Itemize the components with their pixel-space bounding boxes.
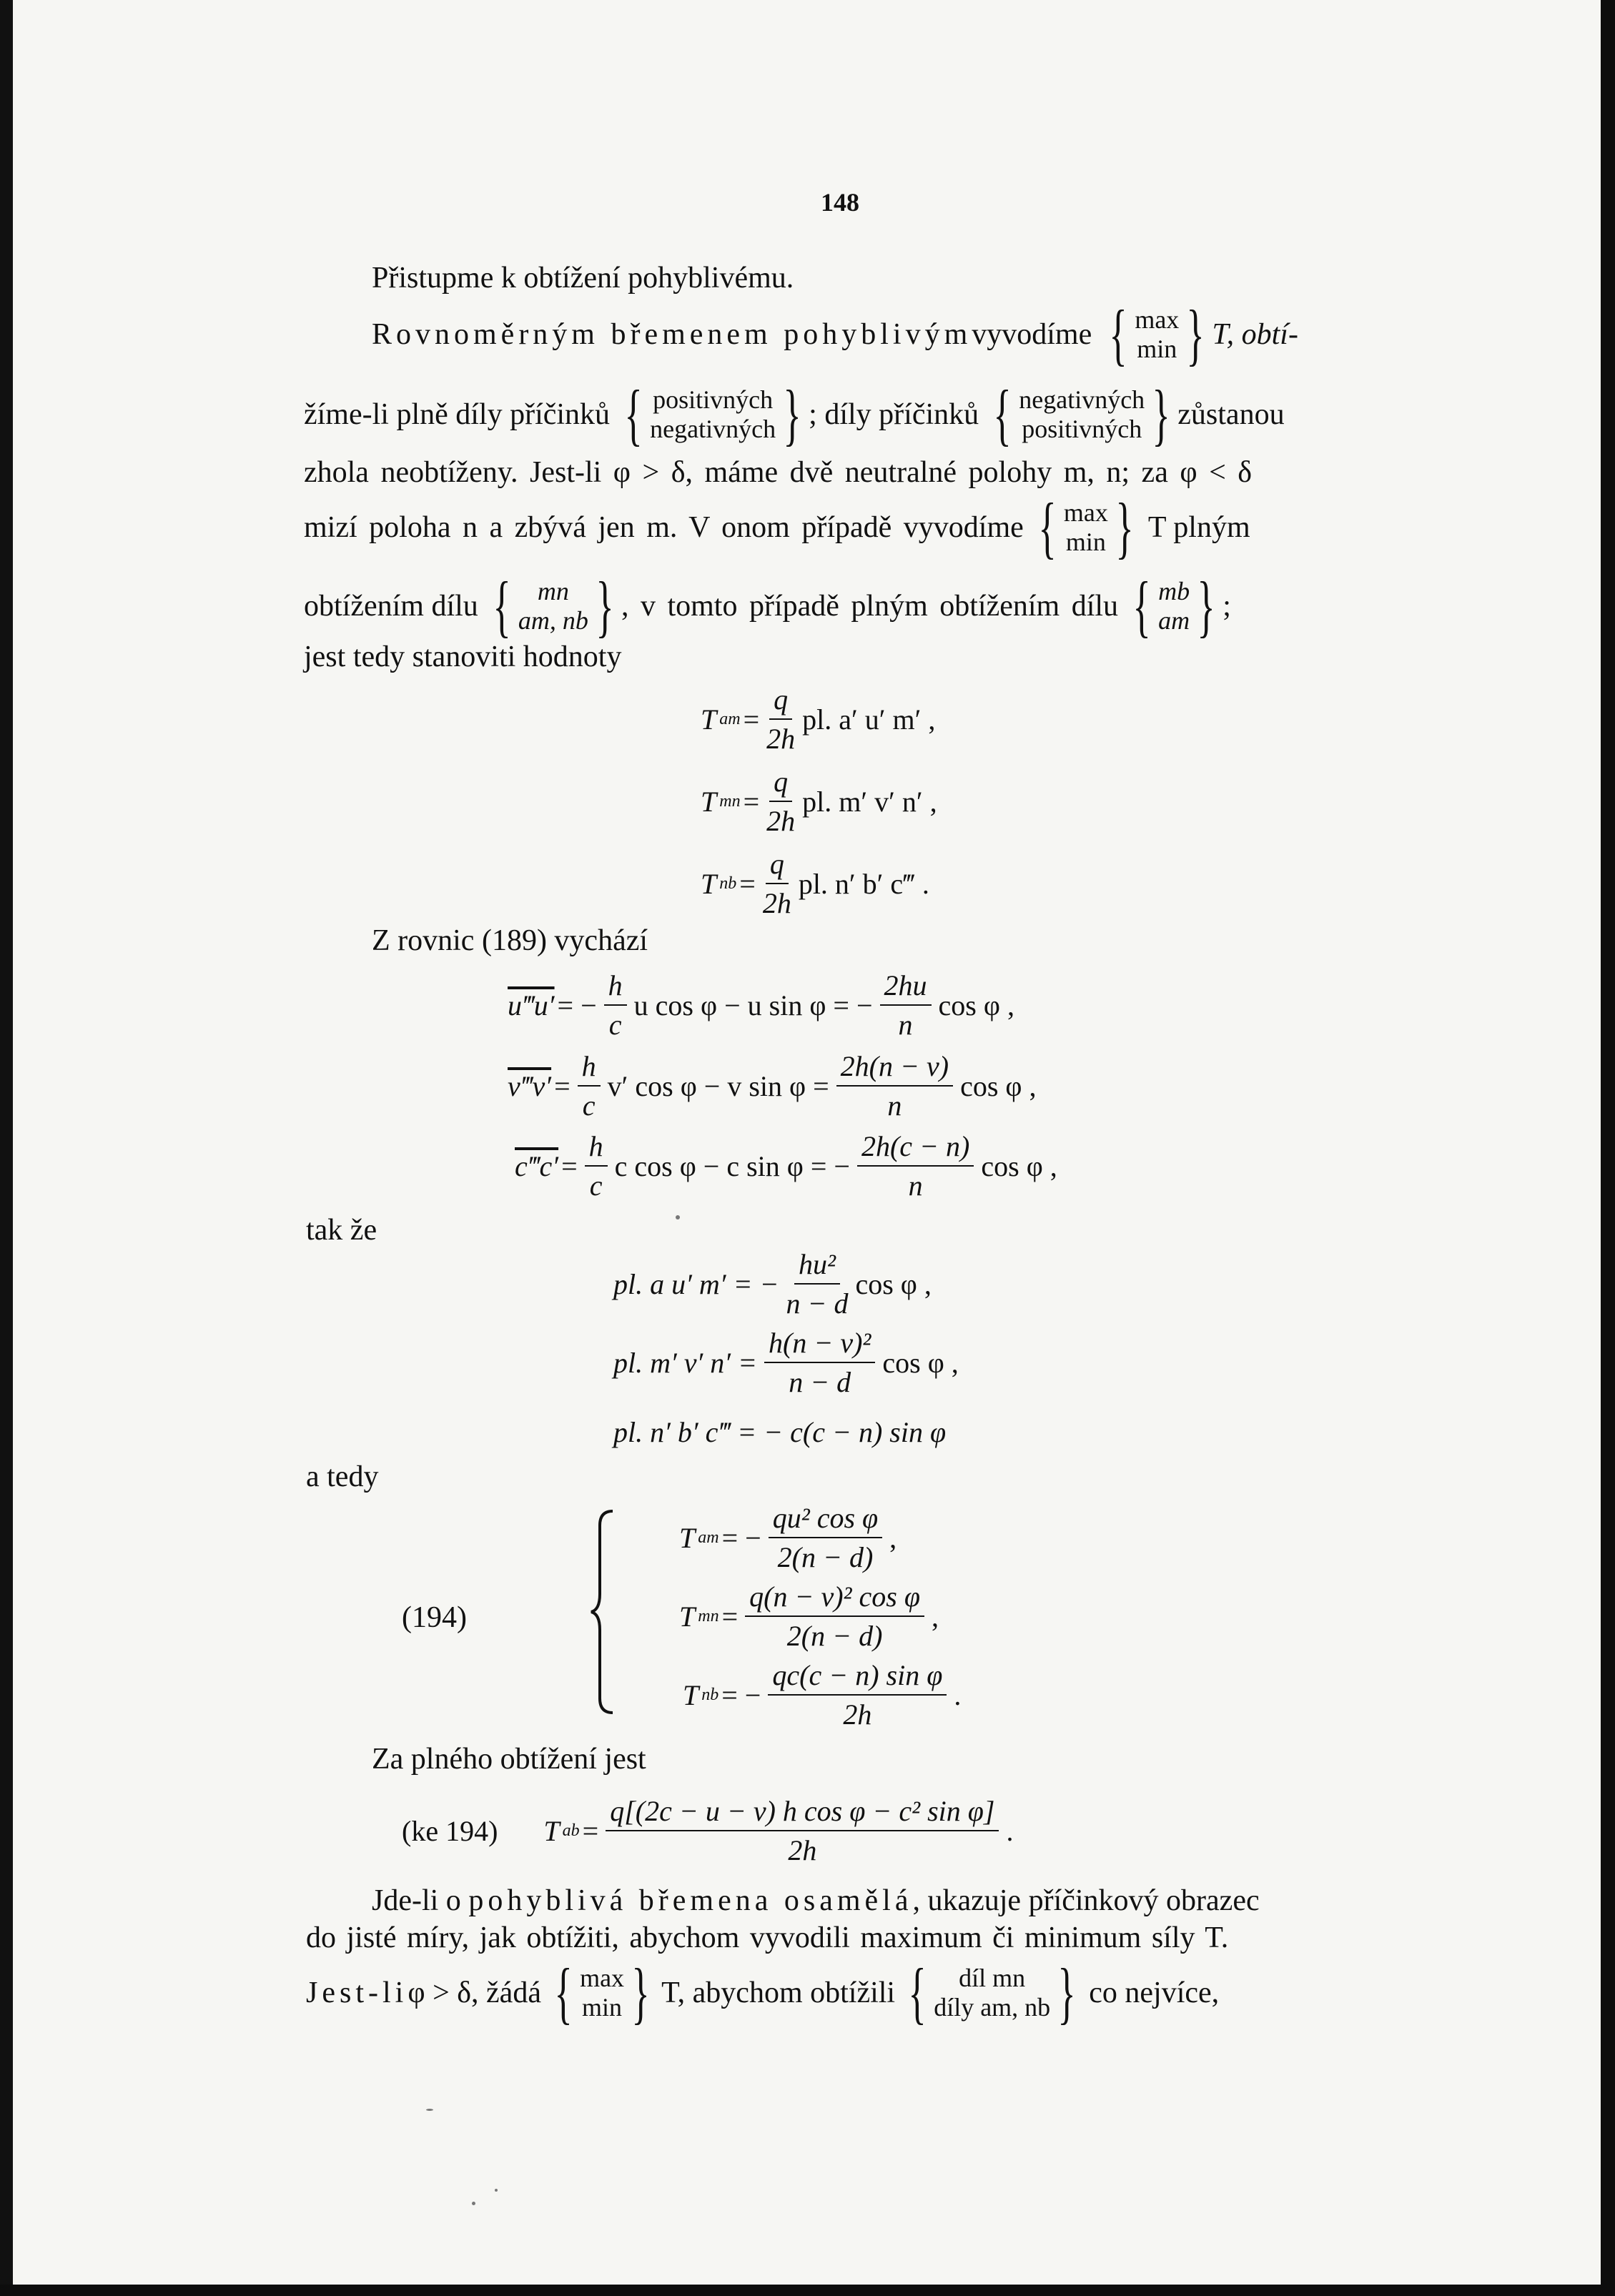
paragraph-4: zhola neobtíženy. Jest-li φ > δ, máme dvě neutralné polohy m, n; za φ < δ <box>304 456 1253 489</box>
denominator: n <box>898 1009 913 1041</box>
paragraph-6 <box>304 568 1231 644</box>
scan-speck <box>472 2202 475 2205</box>
eq-end: . <box>954 1678 962 1711</box>
left-brace: { <box>554 1954 573 2031</box>
denominator: 2h <box>766 805 796 837</box>
max-min-stack <box>1102 296 1212 372</box>
scan-speck <box>495 2189 498 2192</box>
paragraph-5 <box>304 489 1250 565</box>
numerator: qc(c − n) sin φ <box>768 1658 947 1696</box>
spaced-phrase: pohyblivá břemena osamělá <box>468 1884 913 1917</box>
fraction <box>585 1129 608 1202</box>
page-number: 148 <box>821 188 859 217</box>
eq-sub: ab <box>562 1821 580 1840</box>
denominator: 2(n − d) <box>786 1620 883 1652</box>
denominator: c <box>589 1169 603 1202</box>
max-min-stack <box>547 1954 657 2031</box>
part-stack-2 <box>1125 568 1223 644</box>
numerator: h <box>604 969 627 1006</box>
paragraph-8: Z rovnic (189) vychází <box>372 924 648 957</box>
paragraph-3-c: zůstanou <box>1177 398 1285 431</box>
eq-rhs: cos φ , <box>855 1267 932 1300</box>
equation-u <box>508 969 1014 1041</box>
eq-end: cos φ , <box>981 1149 1057 1182</box>
equals: = <box>743 785 760 818</box>
system-brace <box>590 1508 618 1716</box>
a-tedy-label: a tedy <box>306 1460 379 1493</box>
eq-lhs: c‴c′ <box>515 1149 559 1182</box>
eq-lhs: T <box>543 1814 560 1847</box>
scan-edge-bottom <box>0 2285 1615 2296</box>
positive-negative-stack <box>617 376 809 452</box>
eq-lhs: T <box>679 1600 696 1633</box>
stack-top: max <box>580 1963 625 1992</box>
numerator: 2h(c − n) <box>857 1129 974 1167</box>
equation-pl-3: pl. n′ b′ c‴ = − c(c − n) sin φ <box>613 1416 947 1448</box>
fraction <box>766 765 795 838</box>
paragraph-6-c: ; <box>1223 590 1231 623</box>
fraction <box>764 1326 875 1399</box>
paragraph-2-after: T, obtí- <box>1212 318 1298 351</box>
eq-mid: u cos φ − u sin φ = − <box>633 989 873 1021</box>
numerator: h(n − v)² <box>764 1326 875 1363</box>
eq-sub: nb <box>701 1685 719 1704</box>
right-brace: } <box>783 376 801 452</box>
numerator: h <box>585 1129 608 1167</box>
denominator: 2h <box>843 1698 872 1731</box>
eq-sub: am <box>719 709 741 728</box>
denominator: c <box>582 1089 596 1122</box>
paragraph-3 <box>304 376 1285 452</box>
eq-lhs: v‴v′ <box>508 1069 552 1102</box>
stack-bottom: am <box>1158 606 1190 635</box>
paragraph-3-a: žíme-li plně díly příčinků <box>304 398 611 431</box>
fraction <box>763 847 791 920</box>
stack-bottom: am, nb <box>518 606 588 635</box>
negative-positive-stack <box>986 376 1177 452</box>
eq-op: = <box>554 1069 571 1102</box>
eq-op: = − <box>721 1678 761 1711</box>
eq-lhs: u‴u′ <box>508 989 555 1021</box>
stack-top: max <box>1135 305 1180 334</box>
right-brace: } <box>596 568 614 644</box>
fraction <box>604 969 627 1041</box>
stack-bottom: min <box>582 1993 623 2022</box>
max-min-stack <box>1031 489 1141 565</box>
equation-label: (ke 194) <box>402 1814 498 1847</box>
fraction <box>880 969 932 1041</box>
fraction <box>769 1501 882 1574</box>
paragraph-2-text: vyvodíme <box>972 318 1092 351</box>
paragraph-6-b: , v tomto případě plným obtížením dílu <box>621 590 1119 623</box>
eq-op: = <box>561 1149 578 1182</box>
eq-lhs: T <box>701 703 717 736</box>
left-brace: { <box>493 568 511 644</box>
eq-op: = <box>582 1814 599 1847</box>
eq-lhs: pl. a u′ m′ = − <box>613 1267 779 1300</box>
denominator: c <box>608 1009 622 1041</box>
right-brace: } <box>1057 1954 1076 2031</box>
paragraph-7: jest tedy stanoviti hodnoty <box>304 640 622 673</box>
paragraph-11: do jisté míry, jak obtížiti, abychom vyvodili maximum či minimum síly T. <box>306 1921 1229 1954</box>
equation-194-t-mn <box>679 1580 939 1653</box>
spaced-phrase: Rovnoměrným břemenem pohyblivým <box>372 318 972 351</box>
denominator: 2h <box>788 1834 817 1866</box>
denominator: n − d <box>786 1287 849 1320</box>
numerator: q <box>769 765 792 802</box>
equation-v <box>508 1049 1036 1122</box>
denominator: n <box>887 1089 902 1122</box>
eq-mid: v′ cos φ − v sin φ = <box>607 1069 829 1102</box>
paragraph-2 <box>372 296 1298 372</box>
equals: = <box>739 867 756 900</box>
stack-bottom: min <box>1065 528 1106 556</box>
equals: = <box>743 703 760 736</box>
paragraph-12-d: co nejvíce, <box>1089 1976 1220 2009</box>
stack-bottom: negativných <box>650 415 776 443</box>
paragraph-12 <box>306 1954 1220 2031</box>
eq-end: cos φ , <box>938 989 1014 1021</box>
eq-op: = − <box>557 989 597 1021</box>
left-brace: { <box>1132 568 1151 644</box>
eq-sub: nb <box>719 874 737 893</box>
fraction <box>578 1049 601 1122</box>
denominator: n − d <box>789 1366 851 1398</box>
equation-c <box>515 1129 1057 1202</box>
equation-194-t-am <box>679 1501 897 1574</box>
right-brace: } <box>1186 296 1205 372</box>
left-brace: { <box>908 1954 927 2031</box>
stack-top: mn <box>537 576 569 605</box>
denominator: n <box>908 1169 923 1202</box>
equation-194-t-nb <box>683 1658 961 1731</box>
eq-lhs: T <box>679 1521 696 1554</box>
eq-mid: c cos φ − c sin φ = − <box>614 1149 850 1182</box>
eq-end: cos φ , <box>960 1069 1037 1102</box>
eq-rhs: pl. m′ v′ n′ , <box>802 785 937 818</box>
stack-top: mb <box>1158 576 1190 605</box>
stack-bottom: positivných <box>1022 415 1142 443</box>
equation-t-mn <box>701 765 937 838</box>
paragraph-12-c: T, abychom obtížili <box>661 1976 896 2009</box>
paragraph-10-b: , ukazuje příčinkový obrazec <box>912 1884 1260 1917</box>
stack-top: max <box>1063 498 1108 527</box>
paragraph-3-b: ; díly příčinků <box>809 398 979 431</box>
numerator: q <box>769 683 792 720</box>
denominator: 2h <box>766 723 796 755</box>
paragraph-6-a: obtížením dílu <box>304 590 478 623</box>
part-stack-1 <box>485 568 621 644</box>
numerator: h <box>578 1049 601 1087</box>
right-brace: } <box>1152 376 1170 452</box>
eq-end: , <box>889 1521 897 1554</box>
paragraph-12-b: φ > δ, žádá <box>408 1976 541 2009</box>
paragraph-10 <box>372 1886 1260 1916</box>
left-brace: { <box>1038 489 1057 565</box>
scan-speck <box>676 1215 680 1219</box>
eq-rhs: pl. n′ b′ c‴ . <box>798 867 929 900</box>
denominator: 2h <box>762 887 791 919</box>
eq-op: = − <box>721 1521 761 1554</box>
numerator: hu² <box>794 1247 840 1285</box>
eq-sub: mn <box>719 791 741 811</box>
fraction <box>766 683 795 756</box>
eq-lhs: pl. m′ v′ n′ = <box>613 1346 757 1379</box>
numerator: 2h(n − v) <box>836 1049 953 1087</box>
eq-end: . <box>1006 1814 1014 1847</box>
equation-t-am <box>701 683 935 756</box>
eq-sub: mn <box>698 1606 719 1625</box>
numerator: q(n − v)² cos φ <box>745 1580 924 1617</box>
paragraph-1: Přistupme k obtížení pohyblivému. <box>372 262 794 295</box>
stack-top: negativných <box>1019 385 1145 414</box>
fraction <box>786 1247 848 1320</box>
left-brace: { <box>624 376 643 452</box>
numerator: q <box>766 847 789 884</box>
fraction <box>768 1658 947 1731</box>
eq-lhs: T <box>701 785 717 818</box>
scan-edge-right <box>1601 0 1615 2296</box>
left-brace: { <box>1109 296 1127 372</box>
paragraph-10-a: Jde-li o <box>372 1884 469 1917</box>
right-brace: } <box>631 1954 650 2031</box>
eq-end: , <box>931 1600 939 1633</box>
numerator: 2hu <box>880 969 932 1006</box>
tak-ze-label: tak že <box>306 1214 377 1247</box>
right-brace: } <box>1197 568 1215 644</box>
paragraph-5-b: T plným <box>1147 511 1250 544</box>
equation-pl-1 <box>613 1247 932 1320</box>
stack-bottom: díly am, nb <box>934 1993 1051 2022</box>
left-brace: { <box>993 376 1012 452</box>
denominator: 2(n − d) <box>777 1541 874 1573</box>
eq-rhs: cos φ , <box>882 1346 959 1379</box>
scan-speck <box>426 2109 433 2111</box>
eq-lhs: T <box>701 867 717 900</box>
paragraph-5-a: mizí poloha n a zbývá jen m. V onom případě vyvodíme <box>304 511 1024 544</box>
eq-op: = <box>721 1600 739 1633</box>
fraction <box>857 1129 974 1202</box>
stack-top: díl mn <box>959 1963 1026 1992</box>
eq-lhs: T <box>683 1678 699 1711</box>
fraction <box>606 1794 999 1867</box>
eq-rhs: pl. a′ u′ m′ , <box>802 703 936 736</box>
stack-bottom: min <box>1137 335 1177 363</box>
numerator: q[(2c − u − v) h cos φ − c² sin φ] <box>606 1794 999 1831</box>
fraction <box>745 1580 924 1653</box>
fraction <box>836 1049 953 1122</box>
part-stack <box>901 1954 1083 2031</box>
equation-label-194: (194) <box>402 1601 467 1634</box>
equation-ke-194 <box>402 1794 1013 1867</box>
equation-t-nb <box>701 847 929 920</box>
spaced-phrase: Jest-li <box>306 1976 408 2009</box>
right-brace: } <box>1115 489 1134 565</box>
paragraph-9: Za plného obtížení jest <box>372 1743 646 1776</box>
eq-sub: am <box>698 1528 719 1547</box>
equation-pl-2 <box>613 1326 959 1399</box>
stack-top: positivných <box>653 385 774 414</box>
numerator: qu² cos φ <box>769 1501 882 1538</box>
